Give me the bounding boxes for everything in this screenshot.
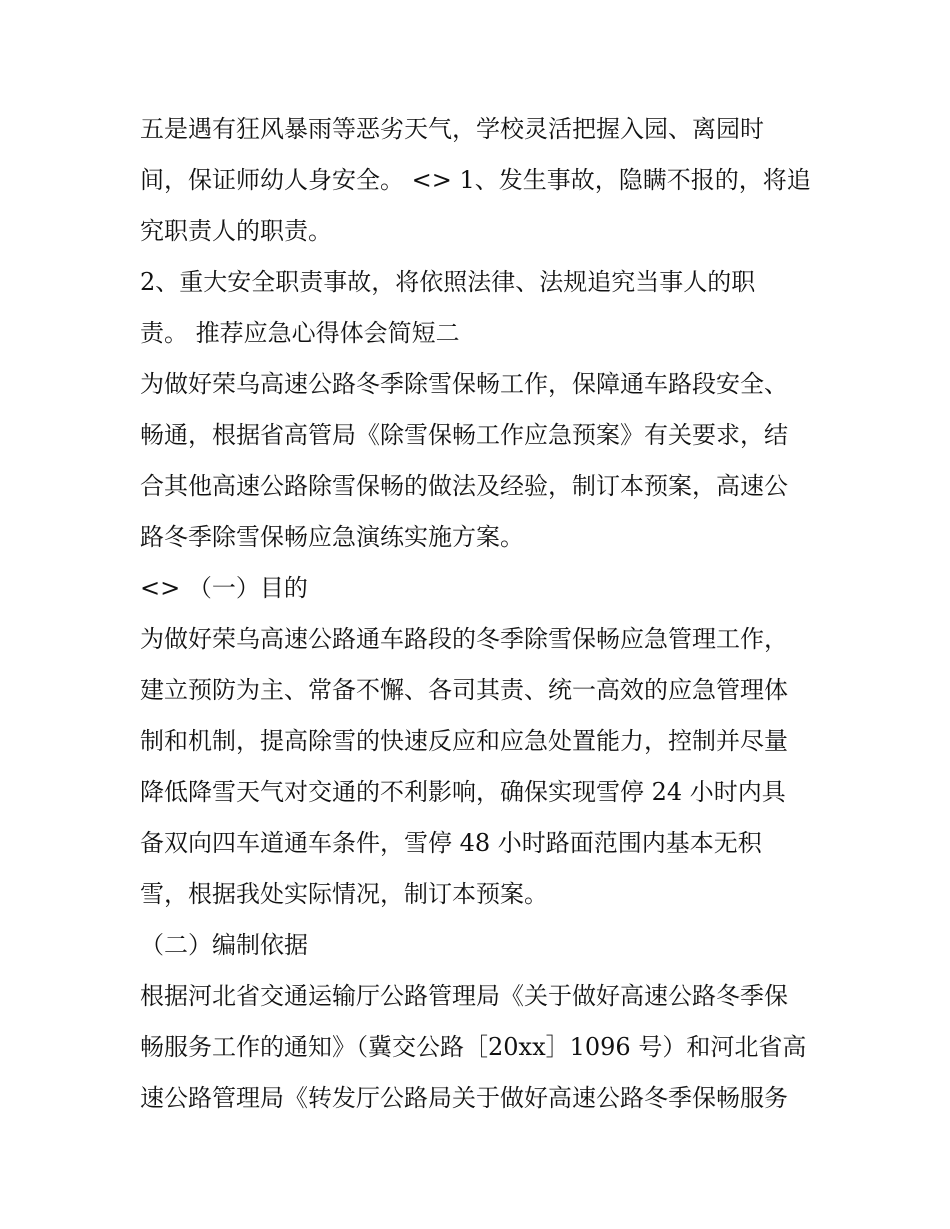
text-line: 降低降雪天气对交通的不利影响，确保实现雪停 24 小时内具	[140, 778, 786, 806]
text-line: 建立预防为主、常备不懈、各司其责、统一高效的应急管理体	[140, 676, 788, 704]
section-heading: <> （一）目的	[140, 574, 308, 602]
text-line: 路冬季除雪保畅应急演练实施方案。	[140, 523, 524, 551]
document-body	[140, 104, 820, 1124]
text-line: 速公路管理局《转发厅公路局关于做好高速公路冬季保畅服务	[140, 1084, 788, 1112]
text-line: 2、重大安全职责事故，将依照法律、法规追究当事人的职	[140, 268, 756, 296]
text-line: 制和机制，提高除雪的快速反应和应急处置能力，控制并尽量	[140, 727, 788, 755]
text-line: 备双向四车道通车条件，雪停 48 小时路面范围内基本无积	[140, 829, 762, 857]
text-line: 雪，根据我处实际情况，制订本预案。	[140, 880, 548, 908]
text-line: 为做好荣乌高速公路冬季除雪保畅工作，保障通车路段安全、	[140, 370, 788, 398]
text-line: 究职责人的职责。	[140, 217, 332, 245]
text-line: 五是遇有狂风暴雨等恶劣天气，学校灵活把握入园、离园时	[140, 115, 764, 143]
text-line: 合其他高速公路除雪保畅的做法及经验，制订本预案，高速公	[140, 472, 788, 500]
text-line: 间，保证师幼人身安全。 <> 1、发生事故，隐瞒不报的，将追	[140, 166, 811, 194]
section-heading: （二）编制依据	[140, 931, 308, 959]
text-line: 畅通，根据省高管局《除雪保畅工作应急预案》有关要求，结	[140, 421, 788, 449]
text-line: 责。 推荐应急心得体会简短二	[140, 319, 460, 347]
text-line: 畅服务工作的通知》（冀交公路［20xx］1096 号）和河北省高	[140, 1033, 807, 1061]
text-line: 根据河北省交通运输厅公路管理局《关于做好高速公路冬季保	[140, 982, 788, 1010]
text-line: 为做好荣乌高速公路通车路段的冬季除雪保畅应急管理工作，	[140, 625, 788, 653]
